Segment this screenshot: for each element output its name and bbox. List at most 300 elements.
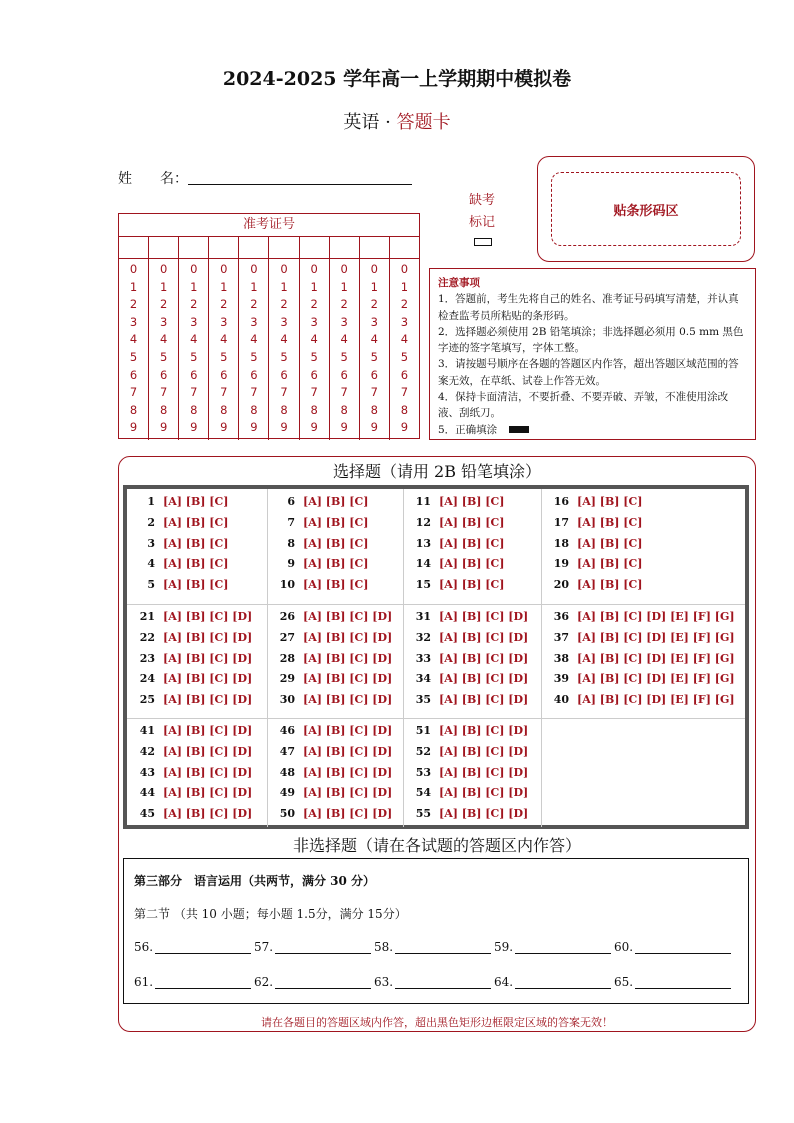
answer-options[interactable]: [A] [B] [C] [D] [E] [F] [G] bbox=[577, 693, 735, 707]
admission-digit-option[interactable]: 2 bbox=[280, 297, 288, 312]
answer-options[interactable]: [A] [B] [C] [D] bbox=[303, 610, 393, 623]
admission-digit-option[interactable]: 5 bbox=[310, 349, 318, 364]
answer-options[interactable]: [A] [B] [C] bbox=[163, 495, 229, 508]
blank-answer-item bbox=[614, 975, 731, 989]
mc-question bbox=[271, 610, 392, 623]
answer-options[interactable]: [A] [B] [C] bbox=[439, 495, 505, 508]
answer-options[interactable]: [A] [B] [C] [D] bbox=[439, 807, 529, 821]
mc-question bbox=[271, 557, 368, 570]
answer-options[interactable]: [A] [B] [C] [D] bbox=[439, 651, 529, 665]
answer-options[interactable]: [A] [B] [C] bbox=[439, 578, 505, 592]
question-number: 8 bbox=[287, 536, 295, 550]
admission-digit-option[interactable]: 2 bbox=[250, 297, 258, 312]
question-number: 21 bbox=[139, 610, 155, 623]
admission-digit-option[interactable]: 8 bbox=[310, 402, 318, 417]
admission-digit-option[interactable]: 8 bbox=[250, 402, 258, 417]
mc-question bbox=[545, 578, 642, 591]
admission-digit-option[interactable]: 4 bbox=[129, 332, 138, 347]
mc-question bbox=[407, 652, 528, 665]
admission-digit-option[interactable]: 6 bbox=[280, 367, 288, 382]
admission-digit-column bbox=[360, 259, 390, 440]
mc-question bbox=[407, 786, 528, 799]
question-number: 6 bbox=[287, 495, 295, 508]
blank-answer-line[interactable] bbox=[155, 941, 251, 954]
blank-answer-item bbox=[254, 940, 371, 954]
question-number: 17 bbox=[553, 515, 569, 529]
admission-digit-option[interactable]: 4 bbox=[340, 332, 348, 347]
answer-options[interactable]: [A] [B] [C] [D] [E] [F] [G] bbox=[577, 630, 735, 644]
notice-title: 注意事项 bbox=[438, 277, 480, 289]
admission-digit-option[interactable]: 5 bbox=[400, 349, 409, 364]
blank-number: 62. bbox=[254, 975, 274, 989]
answer-options[interactable]: [A] [B] [C] [D] bbox=[439, 765, 529, 779]
admission-digit-option[interactable]: 6 bbox=[370, 367, 378, 382]
answer-options[interactable]: [A] [B] [C] bbox=[303, 536, 369, 550]
admission-digit-option[interactable]: 1 bbox=[400, 279, 409, 294]
admission-digit-option[interactable]: 7 bbox=[340, 385, 348, 400]
part-heading: 第三部分 语言运用（共两节，满分 30 分） bbox=[134, 874, 376, 888]
subject-subtitle bbox=[0, 108, 794, 134]
mc-question bbox=[271, 578, 368, 591]
answer-options[interactable]: [A] [B] [C] bbox=[439, 515, 505, 529]
card-type: 答题卡 bbox=[396, 112, 451, 133]
question-number: 29 bbox=[279, 672, 295, 686]
answer-options[interactable]: [A] [B] [C] [D] bbox=[163, 630, 253, 644]
admission-digit-option[interactable]: 0 bbox=[190, 262, 198, 276]
admission-digit-option[interactable]: 8 bbox=[370, 402, 378, 417]
answer-options[interactable]: [A] [B] [C] bbox=[163, 536, 229, 550]
answer-options[interactable]: [A] [B] [C] [D] bbox=[439, 610, 529, 623]
answer-options[interactable]: [A] [B] [C] [D] bbox=[439, 693, 529, 707]
answer-options[interactable]: [A] [B] [C] [D] [E] [F] [G] bbox=[577, 651, 735, 665]
mc-question bbox=[131, 652, 252, 665]
admission-digit-option[interactable]: 2 bbox=[159, 297, 168, 312]
absent-mark-label bbox=[462, 190, 502, 234]
question-number: 40 bbox=[553, 693, 569, 707]
admission-digit-option[interactable]: 4 bbox=[400, 332, 409, 347]
mc-question bbox=[131, 631, 252, 644]
question-number: 16 bbox=[553, 495, 569, 508]
answer-options[interactable]: [A] [B] [C] [D] bbox=[163, 724, 253, 737]
question-number: 41 bbox=[139, 724, 155, 737]
blank-answer-line[interactable] bbox=[395, 941, 491, 954]
blank-number: 56. bbox=[134, 940, 154, 954]
mc-question bbox=[407, 610, 528, 623]
admission-digit-column bbox=[239, 259, 269, 440]
admission-digit-option[interactable]: 5 bbox=[129, 349, 138, 364]
admission-digit-option[interactable]: 7 bbox=[129, 385, 138, 400]
question-number: 11 bbox=[415, 495, 431, 508]
admission-digit-option[interactable]: 9 bbox=[370, 420, 378, 435]
answer-options[interactable]: [A] [B] [C] [D] bbox=[163, 744, 253, 758]
admission-digit-option[interactable]: 9 bbox=[310, 420, 318, 435]
question-number: 18 bbox=[553, 536, 569, 550]
mc-question bbox=[545, 652, 735, 665]
absent-mark-line2: 标记 bbox=[468, 215, 495, 230]
admission-digit-option[interactable]: 8 bbox=[159, 402, 168, 417]
answer-options[interactable]: [A] [B] [C] [D] bbox=[163, 672, 253, 686]
question-number: 43 bbox=[139, 765, 155, 779]
admission-digit-option[interactable]: 6 bbox=[159, 367, 168, 382]
absent-mark-box[interactable] bbox=[474, 238, 492, 246]
answer-options[interactable]: [A] [B] [C] bbox=[577, 515, 643, 529]
admission-digit-option[interactable]: 3 bbox=[340, 314, 348, 329]
admission-digit-option[interactable]: 8 bbox=[400, 402, 409, 417]
question-number: 50 bbox=[279, 807, 295, 821]
notice-item: 1．答题前，考生先将自己的姓名、准考证号码填写清楚，并认真检查监考员所粘贴的条形码。 bbox=[438, 293, 739, 322]
admission-write-cell[interactable] bbox=[149, 237, 179, 258]
name-field[interactable] bbox=[188, 184, 412, 185]
mc-question bbox=[271, 807, 392, 820]
mc-question bbox=[131, 578, 228, 591]
mc-question bbox=[131, 786, 252, 799]
admission-digit-option[interactable]: 3 bbox=[370, 314, 378, 329]
admission-digit-option[interactable]: 5 bbox=[220, 349, 228, 364]
admission-digit-option[interactable]: 4 bbox=[250, 332, 258, 347]
answer-options[interactable]: [A] [B] [C] bbox=[439, 557, 505, 571]
answer-options[interactable]: [A] [B] [C] [D] bbox=[439, 672, 529, 686]
admission-digit-option[interactable]: 3 bbox=[280, 314, 288, 329]
mc-question bbox=[271, 495, 368, 508]
mc-block bbox=[127, 718, 745, 827]
blank-answer-item bbox=[494, 975, 611, 989]
admission-digit-option[interactable]: 7 bbox=[220, 385, 228, 400]
mc-question bbox=[271, 516, 368, 529]
answer-options[interactable]: [A] [B] [C] [D] bbox=[439, 630, 529, 644]
mc-question bbox=[407, 807, 528, 820]
mc-question bbox=[131, 610, 252, 623]
mc-question bbox=[545, 516, 642, 529]
notice-item: 4．保持卡面清洁，不要折叠、不要弄破、弄皱，不准使用涂改液、刮纸刀。 bbox=[438, 391, 729, 420]
mc-question bbox=[407, 693, 528, 706]
admission-digit-option[interactable]: 1 bbox=[340, 279, 348, 294]
admission-digit-option[interactable]: 1 bbox=[370, 279, 378, 294]
question-number: 44 bbox=[139, 786, 155, 800]
admission-digit-option[interactable]: 3 bbox=[159, 314, 168, 329]
admission-digit-option[interactable]: 0 bbox=[340, 262, 348, 276]
answer-options[interactable]: [A] [B] [C] [D] bbox=[303, 724, 393, 737]
question-number: 51 bbox=[415, 724, 431, 737]
admission-digit-option[interactable]: 4 bbox=[370, 332, 378, 347]
mc-section-title: 选择题（请用 2B 铅笔填涂） bbox=[332, 462, 542, 481]
barcode-label: 贴条形码区 bbox=[551, 172, 741, 246]
admission-digit-option[interactable]: 5 bbox=[340, 349, 348, 364]
mc-question bbox=[407, 745, 528, 758]
admission-digit-option[interactable]: 4 bbox=[220, 332, 228, 347]
admission-digit-option[interactable]: 5 bbox=[370, 349, 378, 364]
answer-options[interactable]: [A] [B] [C] bbox=[577, 495, 643, 508]
answer-options[interactable]: [A] [B] [C] [D] bbox=[303, 672, 393, 686]
mc-question bbox=[407, 557, 504, 570]
mc-question bbox=[271, 693, 392, 706]
mc-question bbox=[131, 807, 252, 820]
notice-item: 2．选择题必须使用 2B 铅笔填涂；非选择题必须用 0.5 mm 黑色字迹的签字笔填写，字体工整。 bbox=[438, 325, 744, 355]
admission-digit-option[interactable]: 7 bbox=[310, 385, 318, 400]
answer-options[interactable]: [A] [B] [C] [D] bbox=[163, 786, 253, 800]
admission-digit-option[interactable]: 9 bbox=[250, 420, 258, 435]
admission-digit-option[interactable]: 5 bbox=[280, 349, 288, 364]
nmc-section-title: 非选择题（请在各试题的答题区内作答） bbox=[292, 836, 581, 855]
mc-question bbox=[545, 537, 642, 550]
admission-digit-option[interactable]: 9 bbox=[220, 420, 228, 435]
admission-digit-option[interactable]: 7 bbox=[250, 385, 258, 400]
admission-write-cell[interactable] bbox=[179, 237, 209, 258]
admission-digit-option[interactable]: 9 bbox=[129, 420, 138, 435]
admission-digit-option[interactable]: 0 bbox=[220, 262, 228, 276]
question-number: 45 bbox=[139, 807, 155, 821]
admission-write-cell[interactable] bbox=[330, 237, 360, 258]
admission-digit-option[interactable]: 5 bbox=[250, 349, 258, 364]
admission-digit-option[interactable]: 7 bbox=[159, 385, 168, 400]
admission-digit-option[interactable]: 0 bbox=[250, 262, 258, 276]
mc-question bbox=[131, 557, 228, 570]
answer-options[interactable]: [A] [B] [C] [D] bbox=[439, 724, 529, 737]
mc-question bbox=[131, 537, 228, 550]
answer-options[interactable]: [A] [B] [C] [D] bbox=[439, 786, 529, 800]
answer-options[interactable]: [A] [B] [C] bbox=[303, 495, 369, 508]
admission-digit-option[interactable]: 8 bbox=[220, 402, 228, 417]
answer-options[interactable]: [A] [B] [C] [D] bbox=[303, 807, 393, 821]
answer-options[interactable]: [A] [B] [C] [D] bbox=[163, 651, 253, 665]
question-number: 20 bbox=[553, 578, 569, 592]
mc-column bbox=[541, 489, 745, 604]
admission-digit-option[interactable]: 7 bbox=[190, 385, 198, 400]
answer-options[interactable]: [A] [B] [C] [D] bbox=[439, 744, 529, 758]
admission-digit-option[interactable]: 2 bbox=[129, 297, 138, 312]
admission-write-cell[interactable] bbox=[239, 237, 269, 258]
question-number: 42 bbox=[139, 744, 155, 758]
admission-write-cell[interactable] bbox=[390, 237, 419, 258]
admission-digit-option[interactable]: 9 bbox=[340, 420, 348, 435]
answer-options[interactable]: [A] [B] [C] bbox=[577, 536, 643, 550]
question-number: 15 bbox=[415, 578, 431, 592]
answer-options[interactable]: [A] [B] [C] [D] bbox=[163, 693, 253, 707]
answer-options[interactable]: [A] [B] [C] [D] bbox=[303, 744, 393, 758]
admission-digit-option[interactable]: 2 bbox=[400, 297, 409, 312]
answer-options[interactable]: [A] [B] [C] [D] bbox=[163, 765, 253, 779]
admission-digit-option[interactable]: 1 bbox=[159, 279, 168, 294]
admission-digit-option[interactable]: 1 bbox=[280, 279, 288, 294]
blank-answer-line[interactable] bbox=[515, 941, 611, 954]
admission-digit-option[interactable]: 2 bbox=[220, 297, 228, 312]
question-number: 1 bbox=[147, 495, 155, 508]
admission-write-cell[interactable] bbox=[119, 237, 149, 258]
mc-question bbox=[271, 724, 392, 737]
subject-name: 英语 bbox=[343, 112, 380, 133]
admission-digit-option[interactable]: 1 bbox=[310, 279, 318, 294]
question-number: 32 bbox=[415, 630, 431, 644]
answer-options[interactable]: [A] [B] [C] [D] bbox=[163, 610, 253, 623]
mc-column bbox=[541, 604, 745, 718]
admission-digit-column bbox=[330, 259, 360, 440]
answer-options[interactable]: [A] [B] [C] bbox=[439, 536, 505, 550]
admission-digit-option[interactable]: 6 bbox=[340, 367, 348, 382]
admission-digit-option[interactable]: 3 bbox=[310, 314, 318, 329]
mc-column bbox=[403, 489, 542, 604]
question-number: 38 bbox=[553, 651, 569, 665]
admission-digit-option[interactable]: 0 bbox=[370, 262, 378, 276]
question-number: 48 bbox=[279, 765, 295, 779]
admission-digit-option[interactable]: 0 bbox=[280, 262, 288, 276]
admission-digit-option[interactable]: 9 bbox=[280, 420, 288, 435]
answer-options[interactable]: [A] [B] [C] [D] bbox=[303, 693, 393, 707]
answer-options[interactable]: [A] [B] [C] [D] bbox=[163, 807, 253, 821]
admission-digit-option[interactable]: 4 bbox=[190, 332, 198, 347]
admission-digit-option[interactable]: 6 bbox=[129, 367, 138, 382]
mc-block bbox=[127, 489, 745, 605]
mc-question bbox=[545, 631, 735, 644]
blank-number: 57. bbox=[254, 940, 274, 954]
admission-digit-option[interactable]: 3 bbox=[190, 314, 198, 329]
question-number: 30 bbox=[279, 693, 295, 707]
admission-digit-option[interactable]: 9 bbox=[190, 420, 198, 435]
mc-column bbox=[127, 718, 268, 827]
answer-options[interactable]: [A] [B] [C] bbox=[163, 578, 229, 592]
mc-question bbox=[271, 631, 392, 644]
admission-digit-option[interactable]: 3 bbox=[220, 314, 228, 329]
mc-question bbox=[407, 631, 528, 644]
admission-digit-option[interactable]: 2 bbox=[370, 297, 378, 312]
answer-options[interactable]: [A] [B] [C] [D] bbox=[303, 786, 393, 800]
admission-digit-option[interactable]: 7 bbox=[400, 385, 409, 400]
mc-question bbox=[545, 557, 642, 570]
question-number: 49 bbox=[279, 786, 295, 800]
blank-answer-line[interactable] bbox=[275, 941, 371, 954]
admission-digit-option[interactable]: 9 bbox=[159, 420, 168, 435]
admission-digit-option[interactable]: 7 bbox=[280, 385, 288, 400]
admission-digit-option[interactable]: 1 bbox=[250, 279, 258, 294]
admission-digit-option[interactable]: 3 bbox=[129, 314, 138, 329]
admission-digit-option[interactable]: 6 bbox=[190, 367, 198, 382]
admission-digit-option[interactable]: 6 bbox=[310, 367, 318, 382]
notice-item-text: 5．正确填涂 bbox=[438, 423, 498, 436]
admission-digit-option[interactable]: 6 bbox=[400, 367, 409, 382]
mc-question bbox=[131, 516, 228, 529]
mc-question bbox=[271, 766, 392, 779]
admission-write-cell[interactable] bbox=[269, 237, 299, 258]
blank-answer-line[interactable] bbox=[395, 976, 491, 989]
admission-digit-option[interactable]: 6 bbox=[250, 367, 258, 382]
answer-options[interactable]: [A] [B] [C] bbox=[577, 578, 643, 592]
answer-options[interactable]: [A] [B] [C] bbox=[303, 578, 369, 592]
admission-write-cell[interactable] bbox=[300, 237, 330, 258]
mc-block bbox=[127, 604, 745, 719]
admission-digit-option[interactable]: 0 bbox=[129, 262, 138, 276]
answer-options[interactable]: [A] [B] [C] [D] bbox=[303, 630, 393, 644]
admission-digit-option[interactable]: 2 bbox=[340, 297, 348, 312]
admission-digit-option[interactable]: 8 bbox=[190, 402, 198, 417]
blank-answer-line[interactable] bbox=[275, 976, 371, 989]
mc-question bbox=[407, 766, 528, 779]
question-number: 26 bbox=[279, 610, 295, 623]
admission-digit-option[interactable]: 0 bbox=[310, 262, 318, 276]
admission-digit-option[interactable]: 4 bbox=[159, 332, 168, 347]
answer-options[interactable]: [A] [B] [C] [D] bbox=[303, 651, 393, 665]
admission-write-cell[interactable] bbox=[360, 237, 390, 258]
mc-column bbox=[267, 604, 404, 718]
admission-digit-column bbox=[300, 259, 330, 440]
absent-mark-line1: 缺考 bbox=[468, 193, 495, 208]
question-number: 7 bbox=[287, 515, 295, 529]
question-number: 19 bbox=[553, 557, 569, 571]
notice-box bbox=[429, 268, 756, 440]
blank-answer-item bbox=[374, 940, 491, 954]
mc-question bbox=[407, 578, 504, 591]
admission-digit-option[interactable]: 8 bbox=[340, 402, 348, 417]
admission-digit-option[interactable]: 0 bbox=[400, 262, 409, 276]
admission-digit-option[interactable]: 0 bbox=[159, 262, 168, 276]
admission-digit-option[interactable]: 2 bbox=[190, 297, 198, 312]
admission-digit-option[interactable]: 4 bbox=[280, 332, 288, 347]
question-number: 13 bbox=[415, 536, 431, 550]
admission-number-label: 准考证号 bbox=[119, 214, 419, 237]
question-number: 4 bbox=[147, 557, 155, 571]
question-number: 55 bbox=[415, 807, 431, 821]
question-number: 23 bbox=[139, 651, 155, 665]
admission-digit-option[interactable]: 3 bbox=[400, 314, 409, 329]
admission-digit-option[interactable]: 7 bbox=[370, 385, 378, 400]
question-number: 52 bbox=[415, 744, 431, 758]
question-number: 25 bbox=[139, 693, 155, 707]
question-number: 46 bbox=[279, 724, 295, 737]
admission-digit-option[interactable]: 9 bbox=[400, 420, 409, 435]
blank-answer-item bbox=[614, 940, 731, 954]
question-number: 22 bbox=[139, 630, 155, 644]
admission-digit-option[interactable]: 5 bbox=[190, 349, 198, 364]
admission-digit-column bbox=[179, 259, 209, 440]
blank-answer-item bbox=[134, 975, 251, 989]
mc-question bbox=[271, 672, 392, 685]
admission-digit-option[interactable]: 5 bbox=[159, 349, 168, 364]
mc-question bbox=[131, 672, 252, 685]
mc-question bbox=[271, 745, 392, 758]
admission-write-cell[interactable] bbox=[209, 237, 239, 258]
blank-answer-line[interactable] bbox=[635, 941, 731, 954]
mc-column bbox=[127, 604, 268, 718]
answer-options[interactable]: [A] [B] [C] [D] [E] [F] [G] bbox=[577, 610, 735, 623]
admission-digit-column bbox=[149, 259, 179, 440]
blank-answer-line[interactable] bbox=[635, 976, 731, 989]
admission-digit-column bbox=[269, 259, 299, 440]
blank-answer-line[interactable] bbox=[155, 976, 251, 989]
question-number: 53 bbox=[415, 765, 431, 779]
admission-digit-option[interactable]: 3 bbox=[250, 314, 258, 329]
admission-digit-option[interactable]: 2 bbox=[310, 297, 318, 312]
section-heading: 第二节 （共 10 小题；每小题 1.5分，满分 15分） bbox=[134, 907, 407, 921]
mc-column bbox=[267, 489, 404, 604]
answer-options[interactable]: [A] [B] [C] [D] [E] [F] [G] bbox=[577, 672, 735, 686]
answer-options[interactable]: [A] [B] [C] bbox=[163, 557, 229, 571]
answer-options[interactable]: [A] [B] [C] bbox=[577, 557, 643, 571]
answer-options[interactable]: [A] [B] [C] bbox=[303, 515, 369, 529]
answer-options[interactable]: [A] [B] [C] bbox=[163, 515, 229, 529]
blank-number: 64. bbox=[494, 975, 514, 989]
blank-number: 63. bbox=[374, 975, 394, 989]
admission-digit-option[interactable]: 6 bbox=[220, 367, 228, 382]
answer-options[interactable]: [A] [B] [C] [D] bbox=[303, 765, 393, 779]
admission-digit-option[interactable]: 8 bbox=[129, 402, 138, 417]
answer-options[interactable]: [A] [B] [C] bbox=[303, 557, 369, 571]
blank-answer-item bbox=[254, 975, 371, 989]
admission-digit-option[interactable]: 1 bbox=[129, 279, 138, 294]
admission-digit-option[interactable]: 4 bbox=[310, 332, 318, 347]
admission-digit-option[interactable]: 1 bbox=[190, 279, 198, 294]
mc-column bbox=[267, 718, 404, 827]
mc-question bbox=[131, 724, 252, 737]
admission-digit-option[interactable]: 8 bbox=[280, 402, 288, 417]
admission-digit-option[interactable]: 1 bbox=[220, 279, 228, 294]
blank-answer-line[interactable] bbox=[515, 976, 611, 989]
